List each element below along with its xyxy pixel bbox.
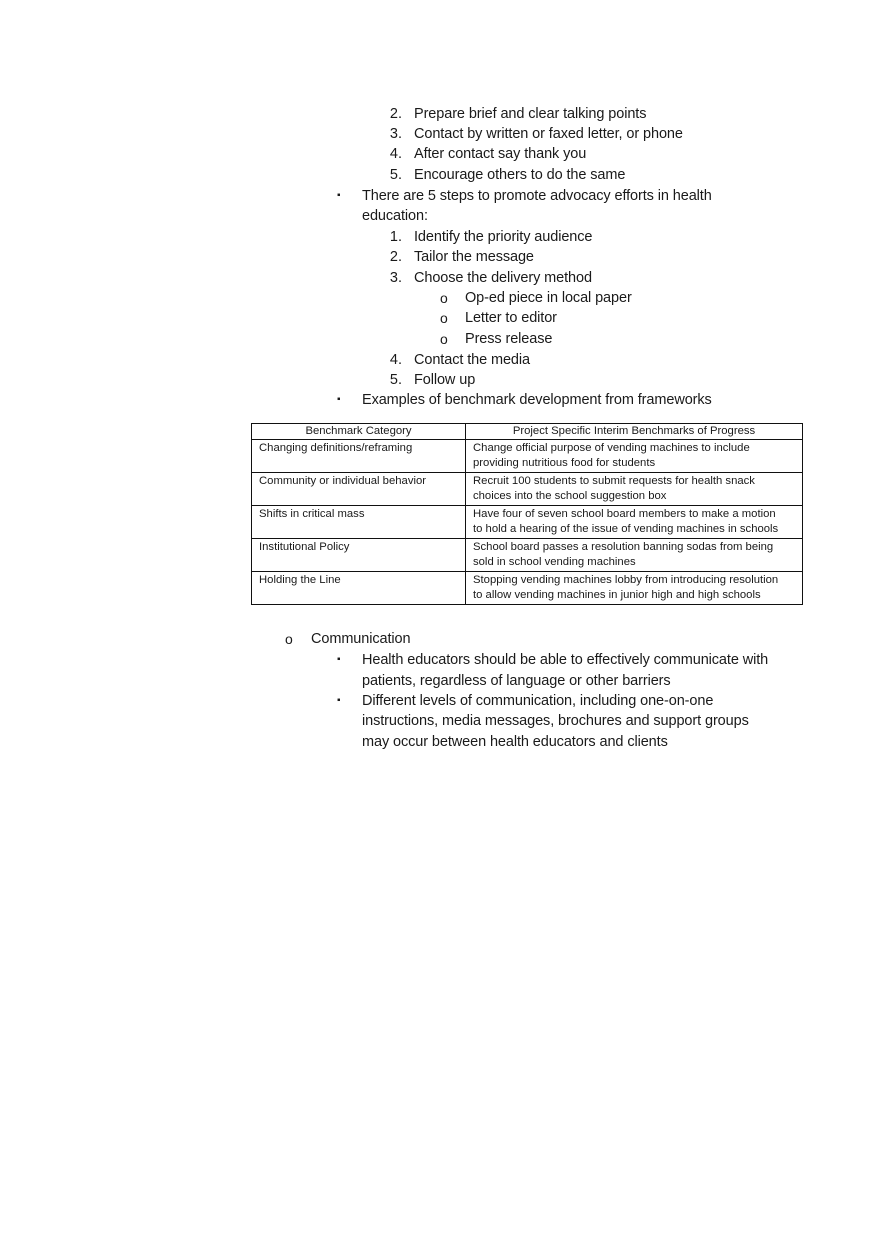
square-bullet-icon: ▪ (337, 654, 341, 665)
bullet-line: instructions, media messages, brochures and support groups (362, 713, 749, 729)
description-line: Recruit 100 students to submit requests for health snack (473, 475, 755, 487)
list-number: 2. (389, 106, 402, 122)
sub-list-item: Press release (465, 331, 553, 347)
table-header-row (252, 424, 803, 440)
list-number: 4. (389, 352, 402, 368)
column-header: Benchmark Category (252, 424, 466, 440)
sub-list-item: Letter to editor (465, 310, 557, 326)
description-line: providing nutritious food for students (473, 457, 656, 469)
bullet-line: Different levels of communication, including one-on-one (362, 693, 714, 709)
list-item: Follow up (414, 372, 476, 388)
table-row (252, 440, 803, 473)
square-bullet-icon: ▪ (337, 394, 341, 405)
description-line: to allow vending machines in junior high and high schools (473, 589, 761, 601)
list-item: Encourage others to do the same (414, 167, 626, 183)
sub-list-item: Op-ed piece in local paper (465, 290, 632, 306)
benchmark-description (466, 539, 803, 572)
description-line: choices into the school suggestion box (473, 490, 667, 502)
list-item: Tailor the message (414, 249, 534, 265)
description-line: Stopping vending machines lobby from introducing resolution (473, 574, 779, 586)
square-bullet-icon: ▪ (337, 190, 341, 201)
table-row (252, 539, 803, 572)
list-number: 3. (389, 270, 402, 286)
benchmark-category: Community or individual behavior (252, 473, 466, 506)
benchmark-category: Shifts in critical mass (252, 506, 466, 539)
list-number: 4. (389, 146, 402, 162)
communication-heading: Communication (311, 631, 411, 647)
list-number: 5. (389, 372, 402, 388)
benchmark-description (466, 473, 803, 506)
square-bullet-icon: ▪ (337, 695, 341, 706)
benchmark-description (466, 506, 803, 539)
circle-bullet-icon: o (440, 290, 448, 306)
list-number: 3. (389, 126, 402, 142)
list-item: After contact say thank you (414, 146, 587, 162)
advocacy-intro-line1: There are 5 steps to promote advocacy efforts in health (362, 188, 712, 204)
column-header: Project Specific Interim Benchmarks of Progress (466, 424, 803, 440)
description-line: Change official purpose of vending machines to include (473, 442, 750, 454)
bullet-line: patients, regardless of language or other barriers (362, 673, 671, 689)
list-item: Identify the priority audience (414, 229, 593, 245)
circle-bullet-icon: o (285, 631, 293, 647)
list-number: 1. (389, 229, 402, 245)
bullet-line: Health educators should be able to effectively communicate with (362, 652, 769, 668)
advocacy-intro-line2: education: (362, 208, 428, 224)
list-number: 2. (389, 249, 402, 265)
benchmark-category: Institutional Policy (252, 539, 466, 572)
list-item: Prepare brief and clear talking points (414, 106, 647, 122)
table-row (252, 506, 803, 539)
benchmark-category: Holding the Line (252, 572, 466, 605)
list-item: Choose the delivery method (414, 270, 592, 286)
benchmark-category: Changing definitions/reframing (252, 440, 466, 473)
description-line: sold in school vending machines (473, 556, 636, 568)
benchmark-description (466, 572, 803, 605)
circle-bullet-icon: o (440, 310, 448, 326)
description-line: School board passes a resolution banning sodas from being (473, 541, 774, 553)
benchmark-table (251, 423, 803, 605)
list-item: Contact by written or faxed letter, or phone (414, 126, 683, 142)
table-row (252, 572, 803, 605)
description-line: Have four of seven school board members to make a motion (473, 508, 776, 520)
list-number: 5. (389, 167, 402, 183)
description-line: to hold a hearing of the issue of vending machines in schools (473, 523, 779, 535)
table-row (252, 473, 803, 506)
circle-bullet-icon: o (440, 331, 448, 347)
bullet-line: may occur between health educators and clients (362, 734, 668, 750)
list-item: Contact the media (414, 352, 530, 368)
benchmark-description (466, 440, 803, 473)
benchmark-intro: Examples of benchmark development from frameworks (362, 392, 712, 408)
